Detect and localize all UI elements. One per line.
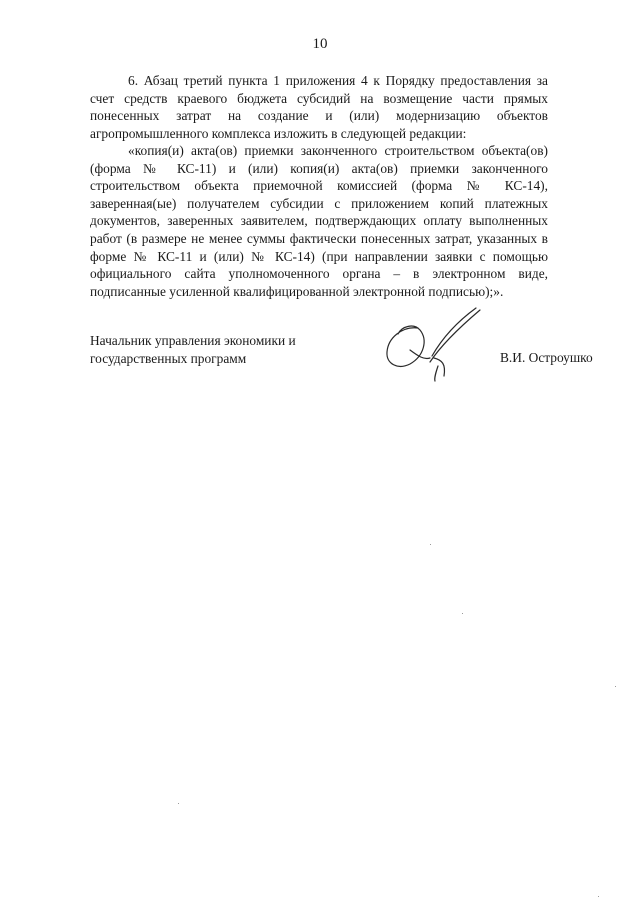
paragraph-new-wording: «копия(и) акта(ов) приемки законченного строительством объекта(ов) (форма № КС-11) и (или) копия(и) акта(ов) приемки законченного строительством объекта приемочной комиссией (форма № КС-14), заверенная(ые) получателем субсидии с приложением копий платежных документов, заверенных заявителем, подтверждающих оплату выполненных работ (в размере не менее суммы фактически понесенных затрат, указанных в форме № КС-11 и (или) № КС-14) (при направлении заявки с помощью официального сайта уполномоченного органа – в электронном виде, подписанные усиленной квалифицированной электронной подписью);».	[90, 143, 548, 299]
paragraph-amendment: 6. Абзац третий пункта 1 приложения 4 к Порядку предоставления за счет средств краевого бюджета субсидий на возмещение части прямых понесенных затрат на создание и (или) модернизацию объектов агропромышленного комплекса изложить в следующей редакции:	[90, 73, 548, 141]
scan-speck	[462, 613, 463, 614]
handwritten-signature	[380, 306, 490, 382]
page-number: 10	[312, 36, 328, 52]
scan-speck	[615, 686, 616, 687]
signer-position	[90, 332, 296, 367]
scan-speck	[178, 803, 179, 804]
scan-speck	[598, 896, 599, 897]
signer-position-line-2: государственных программ	[90, 350, 247, 366]
signer-name: В.И. Остроушко	[500, 350, 593, 365]
signer-position-line-1: Начальник управления экономики и	[90, 333, 296, 348]
scan-speck	[430, 544, 431, 545]
